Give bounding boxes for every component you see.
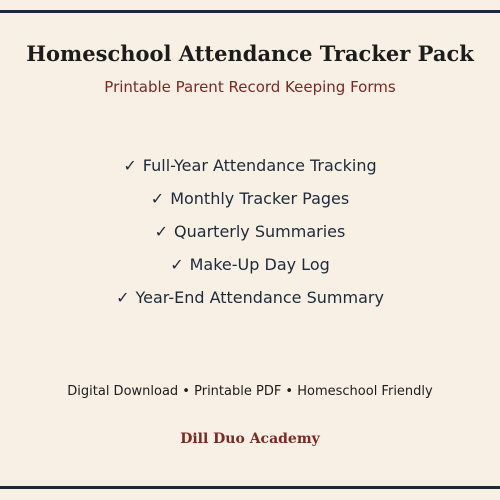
check-icon: ✓ xyxy=(154,222,169,241)
page-title: Homeschool Attendance Tracker Pack xyxy=(26,41,474,66)
check-icon: ✓ xyxy=(150,189,165,208)
check-icon: ✓ xyxy=(116,288,130,307)
page-subtitle: Printable Parent Record Keeping Forms xyxy=(104,78,396,96)
feature-label: Monthly Tracker Pages xyxy=(170,189,350,208)
feature-label: Year-End Attendance Summary xyxy=(135,288,384,307)
format-line: Digital Download • Printable PDF • Homeschool Friendly xyxy=(67,384,433,399)
brand-name: Dill Duo Academy xyxy=(180,431,320,447)
feature-item xyxy=(0,254,500,287)
feature-list xyxy=(0,155,500,320)
feature-item xyxy=(0,188,500,221)
check-icon: ✓ xyxy=(170,255,184,274)
feature-label: Make-Up Day Log xyxy=(189,255,330,274)
feature-label: Full-Year Attendance Tracking xyxy=(142,156,377,175)
feature-label: Quarterly Summaries xyxy=(174,222,346,241)
feature-item xyxy=(0,221,500,254)
feature-item xyxy=(0,155,500,188)
check-icon: ✓ xyxy=(123,156,137,175)
feature-item xyxy=(0,287,500,320)
